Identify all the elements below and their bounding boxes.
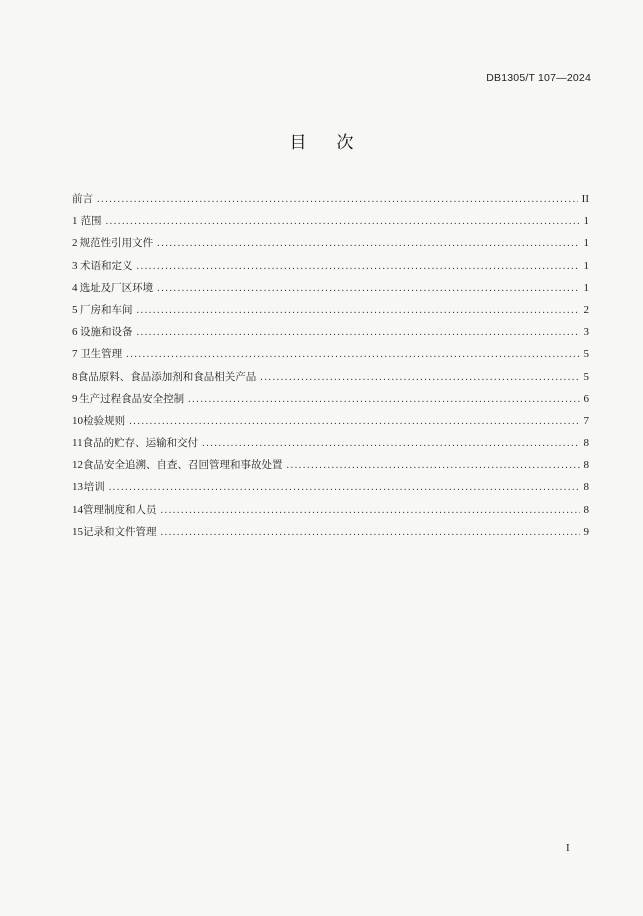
toc-entry-12[interactable] bbox=[72, 454, 589, 476]
toc-entry-number: 2 bbox=[72, 237, 78, 250]
toc-entry-label: 规范性引用文件 bbox=[79, 237, 154, 250]
toc-entry-label: 培训 bbox=[83, 481, 105, 494]
toc-entry-label: 检验规则 bbox=[83, 414, 126, 427]
toc-entry-label: 管理制度和人员 bbox=[83, 503, 157, 516]
toc-entry-7[interactable] bbox=[72, 343, 589, 365]
toc-entry-5[interactable] bbox=[72, 299, 589, 321]
toc-entry-page: 2 bbox=[583, 303, 589, 316]
toc-entry-11[interactable] bbox=[72, 432, 589, 454]
toc-entry-page: 9 bbox=[583, 525, 589, 538]
toc-entry-page: 1 bbox=[583, 281, 589, 294]
toc-leader-dots bbox=[161, 500, 580, 522]
toc-entry-label: 生产过程食品安全控制 bbox=[79, 392, 185, 405]
toc-entry-number: 6 bbox=[72, 326, 78, 339]
toc-leader-dots bbox=[109, 477, 580, 499]
toc-leader-dots bbox=[157, 278, 579, 300]
toc-entry-number: 1 bbox=[72, 215, 78, 228]
toc-entry-page: 3 bbox=[583, 326, 589, 339]
toc-entry-label: 卫生管理 bbox=[80, 348, 123, 361]
toc-entry-number: 8 bbox=[72, 370, 78, 383]
toc-entry-number: 12 bbox=[72, 459, 83, 472]
toc-leader-dots bbox=[137, 256, 580, 278]
toc-entry-15[interactable] bbox=[72, 521, 589, 543]
toc-leader-dots bbox=[157, 233, 579, 255]
document-code: DB1305/T 107—2024 bbox=[486, 72, 591, 84]
toc-entry-page: 8 bbox=[583, 481, 589, 494]
toc-leader-dots bbox=[188, 389, 579, 411]
toc-entry-number: 11 bbox=[72, 437, 83, 450]
toc-leader-dots bbox=[202, 433, 579, 455]
toc-entry-page: 6 bbox=[583, 392, 589, 405]
toc-entry-page: 5 bbox=[583, 348, 589, 361]
toc-leader-dots bbox=[137, 322, 580, 344]
toc-entry-page: 7 bbox=[583, 414, 589, 427]
toc-entry-number: 9 bbox=[72, 392, 78, 405]
toc-leader-dots bbox=[260, 367, 579, 389]
toc-entry-number: 5 bbox=[72, 303, 78, 316]
toc-leader-dots bbox=[161, 522, 580, 544]
toc-entry-10[interactable] bbox=[72, 410, 589, 432]
toc-entry-9[interactable] bbox=[72, 388, 589, 410]
toc-entry-label: 设施和设备 bbox=[80, 326, 133, 339]
toc-entry-page: 1 bbox=[583, 259, 589, 272]
toc-leader-dots bbox=[137, 300, 580, 322]
toc-entry-page: 8 bbox=[583, 437, 589, 450]
toc-leader-dots bbox=[287, 455, 580, 477]
toc-entry-number: 13 bbox=[72, 481, 83, 494]
toc-entry-label: 记录和文件管理 bbox=[83, 525, 157, 538]
toc-entry-page: 8 bbox=[583, 503, 589, 516]
toc-leader-dots bbox=[126, 344, 579, 366]
toc-entry-number: 3 bbox=[72, 259, 78, 272]
toc-leader-dots bbox=[129, 411, 579, 433]
toc-entry-4[interactable] bbox=[72, 277, 589, 299]
toc-entry-13[interactable] bbox=[72, 476, 589, 498]
toc-entry-number: 4 bbox=[72, 281, 78, 294]
toc-entry-page: 8 bbox=[583, 459, 589, 472]
toc-entry-label: 范围 bbox=[80, 215, 102, 228]
toc-leader-dots bbox=[106, 211, 580, 233]
toc-entry-page: 1 bbox=[583, 215, 589, 228]
toc-entry-label: 厂房和车间 bbox=[80, 303, 133, 316]
toc-entry-page: 5 bbox=[583, 370, 589, 383]
toc-entry-8[interactable] bbox=[72, 366, 589, 388]
toc-entry-foreword[interactable] bbox=[72, 188, 589, 210]
toc-entry-label: 选址及厂区环境 bbox=[79, 281, 154, 294]
toc-entry-14[interactable] bbox=[72, 499, 589, 521]
toc-entry-number: 14 bbox=[72, 503, 83, 516]
page-number: I bbox=[566, 842, 570, 854]
toc-entry-number: 10 bbox=[72, 414, 83, 427]
toc-entry-label: 术语和定义 bbox=[80, 259, 133, 272]
toc-entry-6[interactable] bbox=[72, 321, 589, 343]
toc-entry-label: 前言 bbox=[72, 193, 93, 205]
toc-entry-label: 食品安全追溯、自查、召回管理和事故处置 bbox=[83, 459, 283, 472]
toc-entry-2[interactable] bbox=[72, 232, 589, 254]
toc-entry-label: 食品的贮存、运输和交付 bbox=[82, 437, 199, 450]
toc-entry-page: 1 bbox=[583, 237, 589, 250]
toc-entry-3[interactable] bbox=[72, 255, 589, 277]
table-of-contents bbox=[72, 188, 589, 543]
page-title: 目次 bbox=[289, 133, 384, 153]
toc-entry-page: II bbox=[581, 193, 589, 205]
toc-entry-number: 15 bbox=[72, 525, 83, 538]
toc-leader-dots bbox=[97, 189, 578, 211]
toc-entry-number: 7 bbox=[72, 348, 78, 361]
toc-entry-1[interactable] bbox=[72, 210, 589, 232]
toc-entry-label: 食品原料、食品添加剂和食品相关产品 bbox=[77, 370, 257, 383]
